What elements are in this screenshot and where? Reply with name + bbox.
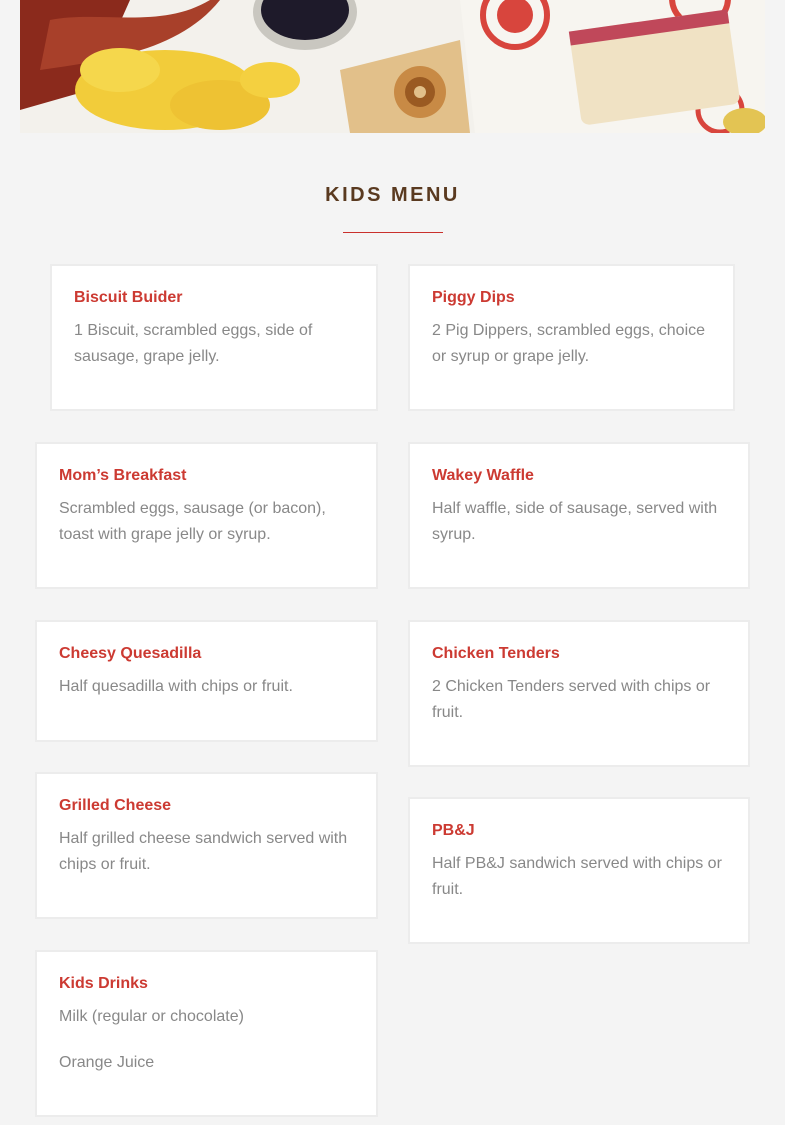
menu-item-description: Half PB&J sandwich served with chips or fruit.	[432, 855, 722, 898]
menu-item-description: 2 Chicken Tenders served with chips or fruit.	[432, 678, 711, 721]
menu-item-description: Scrambled eggs, sausage (or bacon), toast with grape jelly or syrup.	[59, 500, 326, 543]
menu-item-description: Half grilled cheese sandwich served with chips or fruit.	[59, 830, 348, 873]
menu-item-title: Cheesy Quesadilla	[59, 645, 202, 662]
menu-item-description: Half waffle, side of sausage, served with syrup.	[432, 500, 718, 543]
menu-card-kids-drinks	[35, 950, 378, 1117]
title-divider	[343, 232, 443, 233]
menu-card-wakey-waffle	[408, 442, 750, 589]
menu-item-title: Biscuit Buider	[74, 289, 183, 306]
menu-item-title: Grilled Cheese	[59, 797, 172, 814]
menu-item-description: Orange Juice	[59, 1054, 155, 1071]
menu-item-description: 2 Pig Dippers, scrambled eggs, choice or syrup or grape jelly.	[432, 322, 706, 365]
breakfast-plate-illustration	[20, 0, 765, 133]
menu-item-title: Chicken Tenders	[432, 645, 560, 662]
section-title: KIDS MENU	[325, 184, 460, 206]
menu-item-title: Mom’s Breakfast	[59, 467, 187, 484]
menu-item-title: PB&J	[432, 822, 475, 839]
menu-item-description: Milk (regular or chocolate)	[59, 1008, 244, 1025]
menu-card-chicken-tenders	[408, 620, 750, 767]
menu-card-pbj	[408, 797, 750, 944]
menu-card-grilled-cheese	[35, 772, 378, 919]
menu-item-title: Wakey Waffle	[432, 467, 534, 484]
menu-item-title: Piggy Dips	[432, 289, 515, 306]
hero-photo	[20, 0, 765, 133]
menu-item-title: Kids Drinks	[59, 975, 148, 992]
menu-item-description: 1 Biscuit, scrambled eggs, side of sausage, grape jelly.	[74, 322, 313, 365]
menu-item-description: Half quesadilla with chips or fruit.	[59, 678, 293, 695]
menu-card-cheesy-quesadilla	[35, 620, 378, 742]
menu-card-piggy-dips	[408, 264, 735, 411]
menu-card-moms-breakfast	[35, 442, 378, 589]
menu-card-biscuit-builder	[50, 264, 378, 411]
